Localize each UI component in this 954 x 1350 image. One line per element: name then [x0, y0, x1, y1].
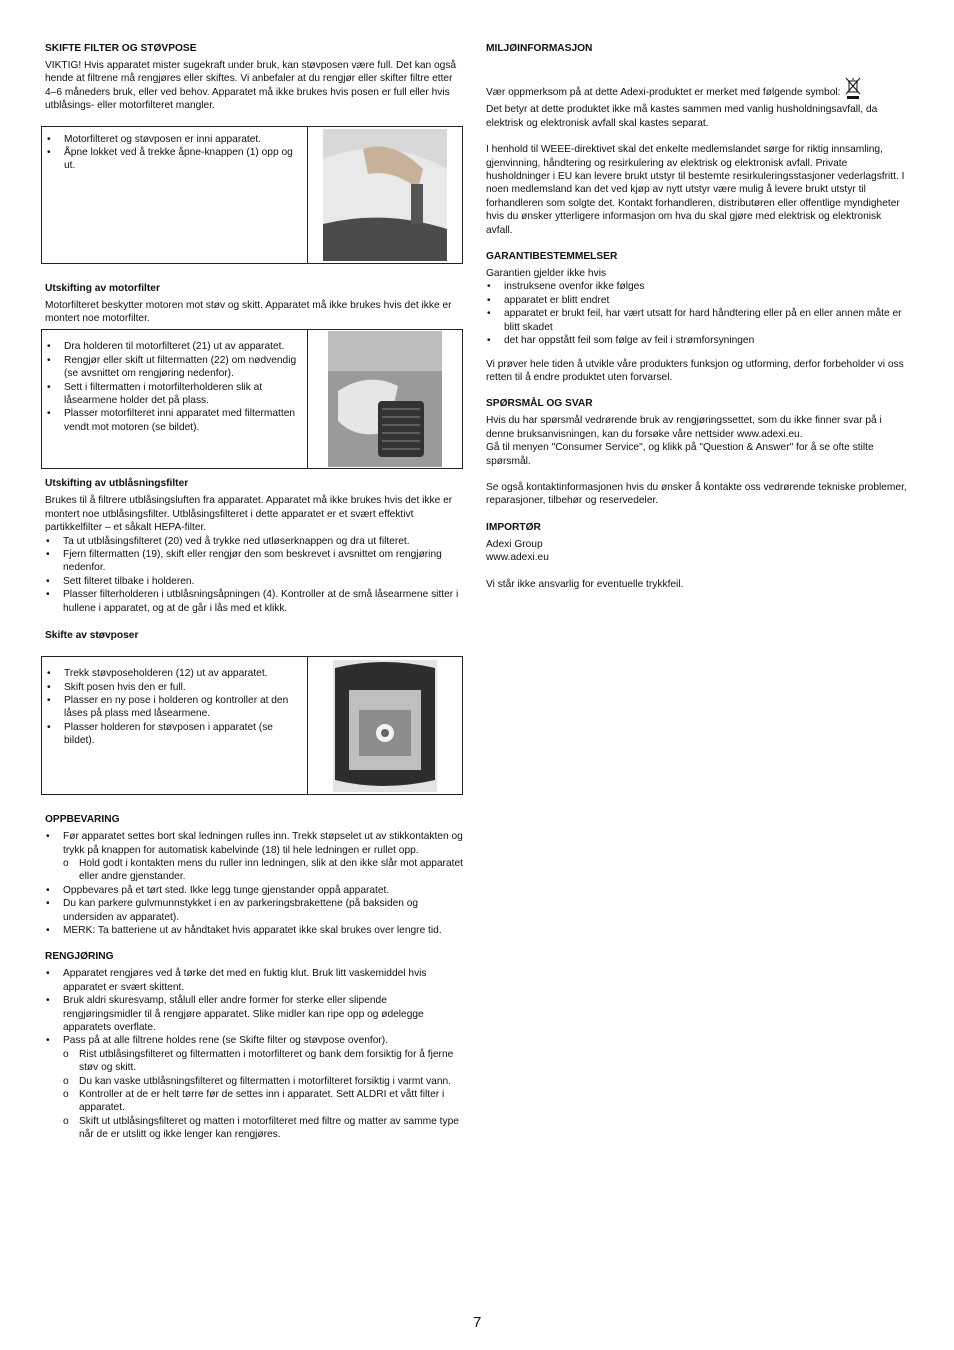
list-subitem: o Rist utblåsingsfilteret og filtermatten i motorfilteret og bank dem forsiktig for å fjerne støv og skitt. — [63, 1048, 465, 1075]
list-item: • Oppbevares på et tørt sted. Ikke legg tunge gjenstander oppå apparatet. — [45, 884, 465, 897]
dust-bag-photo — [307, 657, 462, 794]
importer-title: IMPORTØR — [486, 521, 541, 533]
list-item: • Dra holderen til motorfilteret (21) ut av apparatet. — [46, 340, 301, 353]
filter-intro: VIKTIG! Hvis apparatet mister sugekraft under bruk, kan støvposen være full. Det kan også hende at filtrene må rengjøres eller skiftes. Vi anbefaler at du rengjør eller skifter filtre etter 4–6 måneders bruk, eller ved behov. Apparatet må ikke brukes hvis posen er full eller hvis utblåsings- eller motorfilteret mangler. — [45, 60, 457, 112]
cleaning-title: RENGJØRING — [45, 951, 114, 963]
qa-title: SPØRSMÅL OG SVAR — [486, 398, 593, 410]
weee-bin-icon — [845, 77, 861, 103]
list-subitem: o Du kan vaske utblåsningsfilteret og filtermatten i motorfilteret forsiktig i varmt vann. — [63, 1075, 465, 1088]
qa-paragraph-1: Hvis du har spørsmål vedrørende bruk av rengjøringssettet, som du ikke finner svar på i denne bruksanvisningen, kan du forsøke våre nettsider www.adexi.eu. Gå til menyen "Consumer Service", og klikk på "Question & Answer" for å se ofte stilte spørsmål. — [486, 415, 882, 467]
motor-filter-photo — [307, 330, 462, 468]
open-lid-photo — [307, 127, 462, 263]
motor-filter-box — [41, 329, 463, 469]
list-item: • Rengjør eller skift ut filtermatten (22) om nødvendig (se avsnittet om rengjøring nedenfor). — [46, 354, 301, 381]
exhaust-filter-title: Utskifting av utblåsningsfilter — [45, 478, 189, 490]
list-item: • Trekk støvposeholderen (12) ut av apparatet. — [46, 667, 301, 680]
environment-paragraph-1: Vær oppmerksom på at dette Adexi-produktet er merket med følgende symbol: Det betyr at dette produktet ikke må kastes sammen med vanlig husholdningsavfall, da elektrisk og elektronisk avfall skal kastes separat. — [486, 77, 910, 130]
list-item: • Pass på at alle filtrene holdes rene (se Skifte filter og støvpose ovenfor). o Rist utblåsingsfilteret og filtermatten i motorfilteret og bank dem forsiktig for å fjerne støv og skitt. o Du kan vaske utblåsningsfilteret og filtermatten i motorfilteret forsiktig i varmt vann. o Kontroller at de er helt tørre før de settes inn i apparatet. Sett ALDRI et vått filter i apparatet. o Skift ut utblåsingsfilteret og matten i motorfilteret med filtre og matter av samme type når de er utslitt og ikke lenger kan rengjøres. — [45, 1034, 465, 1141]
importer-website: www.adexi.eu — [486, 552, 549, 564]
list-item: • Plasser motorfilteret inni apparatet med filtermatten vendt mot motoren (se bildet). — [46, 407, 301, 434]
motor-filter-intro: Motorfilteret beskytter motoren mot støv og skitt. Apparatet må ikke brukes hvis det ikke er montert noe motorfilter. — [45, 299, 452, 325]
open-lid-box — [41, 126, 463, 264]
warranty-intro: Garantien gjelder ikke hvis — [486, 268, 607, 280]
list-item: • Ta ut utblåsingsfilteret (20) ved å trykke ned utløserknappen og dra ut filteret. — [45, 535, 465, 548]
list-subitem: o Skift ut utblåsingsfilteret og matten i motorfilteret med filtre og matter av samme type når de er utslitt og ikke lenger kan rengjøres. — [63, 1115, 465, 1142]
motor-filter-title: Utskifting av motorfilter — [45, 282, 160, 294]
list-item: • Bruk aldri skuresvamp, stålull eller andre former for sterke eller slipende rengjøringsmidler til å rengjøre apparatet. Slike midler kan ripe opp og ødelegge apparatets overflate. — [45, 994, 465, 1034]
warranty-title: GARANTIBESTEMMELSER — [486, 251, 618, 263]
list-item: • Åpne lokket ved å trekke åpne-knappen (1) opp og ut. — [46, 146, 301, 173]
list-item: • Sett filteret tilbake i holderen. — [45, 575, 465, 588]
page-number: 7 — [473, 1314, 482, 1331]
left-column — [45, 42, 465, 1142]
list-item: • instruksene ovenfor ikke følges — [486, 280, 910, 293]
list-item: • Motorfilteret og støvposen er inni apparatet. — [46, 133, 301, 146]
warranty-paragraph: Vi prøver hele tiden å utvikle våre produkters funksjon og utforming, derfor forbeholder vi oss retten til å endre produktet uten forvarsel. — [486, 358, 904, 383]
list-subitem: o Hold godt i kontakten mens du ruller inn ledningen, slik at den ikke slår mot apparatet eller andre gjenstander. — [63, 857, 465, 884]
storage-title: OPPBEVARING — [45, 814, 120, 826]
filter-section-title: SKIFTE FILTER OG STØVPOSE — [45, 43, 197, 54]
list-item: • Plasser en ny pose i holderen og kontroller at den låses på plass med låsearmene. — [46, 694, 301, 721]
right-column — [486, 42, 910, 591]
list-item: • Apparatet rengjøres ved å tørke det med en fuktig klut. Bruk litt vaskemiddel hvis apparatet er svært skittent. — [45, 967, 465, 994]
list-item: • det har oppstått feil som følge av feil i strømforsyningen — [486, 334, 910, 347]
list-item: • Du kan parkere gulvmunnstykket i en av parkeringsbrakettene (på baksiden og undersiden av apparatet). — [45, 897, 465, 924]
dust-bag-title: Skifte av støvposer — [45, 630, 139, 642]
list-item: • MERK: Ta batteriene ut av håndtaket hvis apparatet ikke skal brukes over lengre tid. — [45, 924, 465, 937]
list-subitem: o Kontroller at de er helt tørre før de settes inn i apparatet. Sett ALDRI et vått filter i apparatet. — [63, 1088, 465, 1115]
list-item: • Plasser filterholderen i utblåsningsåpningen (4). Kontroller at de små låsearmene sitter i hullene i apparatet, og at de går i lås med et klikk. — [45, 588, 465, 615]
dust-bag-box — [41, 656, 463, 795]
exhaust-filter-intro: Brukes til å filtrere utblåsingsluften fra apparatet. Apparatet må ikke brukes hvis det ikke er montert noe utblåsingsfilter. Utblåsingsfilteret i dette apparatet er et svært effektivt partikkelfilter – et såkalt HEPA-filter. — [45, 495, 453, 534]
list-item: • Før apparatet settes bort skal ledningen rulles inn. Trekk støpselet ut av stikkontakten og trykk på knappen for automatisk kabelvinde (18) til hele ledningen er rullet opp. o Hold godt i kontakten mens du ruller inn ledningen, slik at den ikke slår mot apparatet eller andre gjenstander. — [45, 830, 465, 884]
list-item: • Plasser holderen for støvposen i apparatet (se bildet). — [46, 721, 301, 748]
list-item: • Sett i filtermatten i motorfilterholderen slik at låsearmene holder det på plass. — [46, 381, 301, 408]
list-item: • Skift posen hvis den er full. — [46, 681, 301, 694]
list-item: • apparatet er brukt feil, har vært utsatt for hard håndtering eller på en eller annen måte er blitt skadet — [486, 307, 910, 334]
disclaimer: Vi står ikke ansvarlig for eventuelle trykkfeil. — [486, 578, 684, 590]
list-item: • apparatet er blitt endret — [486, 294, 910, 307]
list-item: • Fjern filtermatten (19), skift eller rengjør den som beskrevet i avsnittet om rengjøring nedenfor. — [45, 548, 465, 575]
qa-paragraph-2: Se også kontaktinformasjonen hvis du ønsker å kontakte oss vedrørende tekniske problemer, reparasjoner, tilbehør og reservedeler. — [486, 481, 907, 507]
environment-title: MILJØINFORMASJON — [486, 43, 593, 54]
importer-name: Adexi Group — [486, 538, 543, 550]
environment-paragraph-2: I henhold til WEEE-direktivet skal det enkelte medlemslandet sørge for riktig innsamling, gjenvinning, håndtering og resirkulering av elektrisk og elektronisk avfall. Private husholdninger i EU kan levere brukt utstyr til bestemte resirkuleringsstasjoner vederlagsfritt. I noen medlemsland kan det ved kjøp av nytt utstyr være mulig å levere brukt utstyr til forhandleren som solgte det. Kontakt forhandleren, distributøren eller offentlige myndigheter hvis du ønsker ytterligere informasjon om hva du skal gjøre med elektrisk og elektronisk avfall. — [486, 144, 905, 236]
